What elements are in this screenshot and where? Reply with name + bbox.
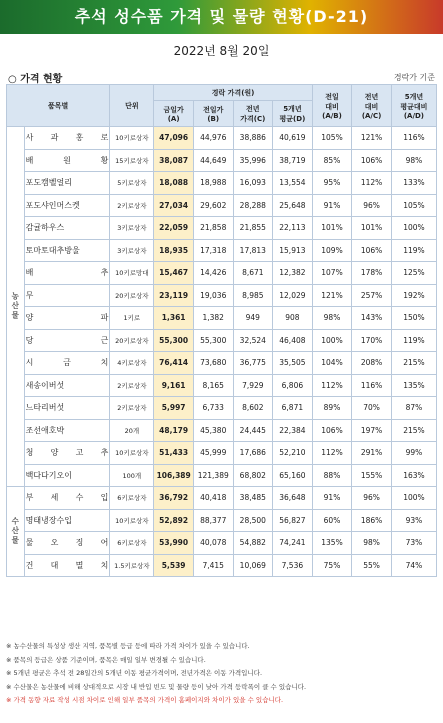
ratio-avg: 93% (391, 509, 436, 532)
price-avg5: 12,382 (273, 262, 313, 285)
price-last-year: 17,686 (233, 442, 273, 465)
price-prev: 45,999 (193, 442, 233, 465)
ratio-prev: 104% (312, 352, 352, 375)
ratio-prev: 89% (312, 397, 352, 420)
ratio-year: 116% (352, 374, 392, 397)
item-unit: 3키로상자 (110, 217, 154, 240)
price-avg5: 35,505 (273, 352, 313, 375)
price-avg5: 52,210 (273, 442, 313, 465)
price-last-year: 16,093 (233, 172, 273, 195)
price-avg5: 12,029 (273, 284, 313, 307)
price-avg5: 7,536 (273, 554, 313, 577)
item-unit: 20개 (110, 419, 154, 442)
ratio-prev: 91% (312, 487, 352, 510)
price-prev: 21,858 (193, 217, 233, 240)
ratio-prev: 85% (312, 149, 352, 172)
price-prev: 29,602 (193, 194, 233, 217)
table-row (7, 149, 437, 172)
price-today: 55,300 (154, 329, 194, 352)
page-title: 추석 성수품 가격 및 물량 현황(D-21) (74, 7, 369, 26)
ratio-prev: 121% (312, 284, 352, 307)
price-last-year: 68,802 (233, 464, 273, 487)
col-avg5: 5개년 평균(D) (273, 101, 313, 127)
item-name: 포도샤인머스켓 (24, 194, 110, 217)
ratio-avg: 98% (391, 149, 436, 172)
price-avg5: 22,113 (273, 217, 313, 240)
price-prev: 44,649 (193, 149, 233, 172)
price-today: 38,087 (154, 149, 194, 172)
item-unit: 3키로상자 (110, 239, 154, 262)
ratio-avg: 215% (391, 419, 436, 442)
price-last-year: 8,985 (233, 284, 273, 307)
table-row (7, 487, 437, 510)
ratio-avg: 87% (391, 397, 436, 420)
note: ※ 품목의 등급은 상품 기준이며, 품목은 매일 일부 변경될 수 있습니다. (6, 655, 206, 664)
item-name: 건 대 멸 치 (24, 554, 110, 577)
ratio-prev: 95% (312, 172, 352, 195)
ratio-year: 96% (352, 194, 392, 217)
price-last-year: 35,996 (233, 149, 273, 172)
ratio-prev: 88% (312, 464, 352, 487)
note-warning: ※ 가격 동향 자료 작성 시점 차이로 인해 일부 품목의 가격이 홈페이지와 차이가 있을 수 있습니다. (6, 696, 284, 704)
table-row (7, 442, 437, 465)
table-row (7, 464, 437, 487)
item-name: 부 세 수 입 (24, 487, 110, 510)
unit-note: 경락가 기준 (393, 73, 435, 82)
item-unit: 6키로상자 (110, 532, 154, 555)
item-unit: 2키로상자 (110, 397, 154, 420)
ratio-avg: 100% (391, 487, 436, 510)
col-ratio-year: 전년 대비 (A/C) (352, 85, 392, 127)
price-today: 1,361 (154, 307, 194, 330)
price-avg5: 6,871 (273, 397, 313, 420)
price-prev: 19,036 (193, 284, 233, 307)
price-today: 76,414 (154, 352, 194, 375)
item-name: 사 과 홍 로 (24, 127, 110, 150)
ratio-prev: 112% (312, 374, 352, 397)
ratio-prev: 107% (312, 262, 352, 285)
ratio-year: 291% (352, 442, 392, 465)
price-avg5: 56,827 (273, 509, 313, 532)
ratio-avg: 150% (391, 307, 436, 330)
price-today: 106,389 (154, 464, 194, 487)
table-row (7, 172, 437, 195)
ratio-avg: 105% (391, 194, 436, 217)
item-name: 양 파 (24, 307, 110, 330)
table-row (7, 554, 437, 577)
table-row (7, 239, 437, 262)
ratio-prev: 60% (312, 509, 352, 532)
item-unit: 20키로상자 (110, 329, 154, 352)
col-unit: 단위 (110, 85, 154, 127)
item-name: 새송이버섯 (24, 374, 110, 397)
ratio-year: 170% (352, 329, 392, 352)
price-prev: 44,976 (193, 127, 233, 150)
ratio-year: 208% (352, 352, 392, 375)
ratio-year: 106% (352, 149, 392, 172)
item-unit: 20키로상자 (110, 284, 154, 307)
table-row (7, 217, 437, 240)
price-last-year: 54,882 (233, 532, 273, 555)
price-last-year: 28,500 (233, 509, 273, 532)
item-unit: 5키로상자 (110, 172, 154, 195)
ratio-prev: 100% (312, 329, 352, 352)
price-last-year: 7,929 (233, 374, 273, 397)
price-today: 27,034 (154, 194, 194, 217)
category-marine: 수산물 (7, 487, 25, 577)
ratio-year: 197% (352, 419, 392, 442)
ratio-year: 55% (352, 554, 392, 577)
ratio-avg: 135% (391, 374, 436, 397)
item-name: 토마토대추방울 (24, 239, 110, 262)
item-name: 백다다기오이 (24, 464, 110, 487)
price-last-year: 21,855 (233, 217, 273, 240)
price-last-year: 36,775 (233, 352, 273, 375)
price-last-year: 32,524 (233, 329, 273, 352)
ratio-year: 257% (352, 284, 392, 307)
ratio-prev: 98% (312, 307, 352, 330)
ratio-year: 178% (352, 262, 392, 285)
price-prev: 14,426 (193, 262, 233, 285)
ratio-avg: 99% (391, 442, 436, 465)
ratio-year: 106% (352, 239, 392, 262)
table-row (7, 284, 437, 307)
item-unit: 6키로상자 (110, 487, 154, 510)
ratio-avg: 119% (391, 329, 436, 352)
price-prev: 7,415 (193, 554, 233, 577)
item-name: 감귤하우스 (24, 217, 110, 240)
note: ※ 농수산물의 특성상 생산 지역, 품목별 등급 등에 따라 가격 차이가 있을 수 있습니다. (6, 642, 250, 650)
ratio-year: 70% (352, 397, 392, 420)
price-today: 9,161 (154, 374, 194, 397)
price-avg5: 6,806 (273, 374, 313, 397)
ratio-year: 101% (352, 217, 392, 240)
price-last-year: 949 (233, 307, 273, 330)
ratio-prev: 105% (312, 127, 352, 150)
item-unit: 2키로상자 (110, 374, 154, 397)
item-name: 시 금 치 (24, 352, 110, 375)
table-row (7, 374, 437, 397)
price-avg5: 36,648 (273, 487, 313, 510)
ratio-year: 98% (352, 532, 392, 555)
ratio-avg: 125% (391, 262, 436, 285)
table-row (7, 509, 437, 532)
item-name: 배 추 (24, 262, 110, 285)
note: ※ 수산물은 농산물에 비해 상대적으로 시장 내 반입 빈도 및 물량 등이 낮아 가격 등락폭이 클 수 있습니다. (6, 682, 307, 691)
price-prev: 45,380 (193, 419, 233, 442)
price-prev: 18,988 (193, 172, 233, 195)
price-today: 18,088 (154, 172, 194, 195)
price-avg5: 25,648 (273, 194, 313, 217)
ratio-avg: 74% (391, 554, 436, 577)
item-unit: 10키로상자 (110, 509, 154, 532)
item-unit: 4키로상자 (110, 352, 154, 375)
price-today: 47,096 (154, 127, 194, 150)
price-avg5: 40,619 (273, 127, 313, 150)
ratio-prev: 109% (312, 239, 352, 262)
ratio-avg: 119% (391, 239, 436, 262)
item-name: 배 원 황 (24, 149, 110, 172)
table-row (7, 352, 437, 375)
price-last-year: 28,288 (233, 194, 273, 217)
price-last-year: 17,813 (233, 239, 273, 262)
item-unit: 10키로망대 (110, 262, 154, 285)
ratio-prev: 112% (312, 442, 352, 465)
item-unit: 1키로 (110, 307, 154, 330)
price-last-year: 38,485 (233, 487, 273, 510)
price-prev: 1,382 (193, 307, 233, 330)
price-prev: 40,078 (193, 532, 233, 555)
price-today: 36,792 (154, 487, 194, 510)
price-prev: 88,377 (193, 509, 233, 532)
price-today: 48,179 (154, 419, 194, 442)
ratio-avg: 116% (391, 127, 436, 150)
price-last-year: 38,886 (233, 127, 273, 150)
price-prev: 17,318 (193, 239, 233, 262)
price-avg5: 15,913 (273, 239, 313, 262)
col-item: 품목별 (7, 85, 110, 127)
col-price-group: 경락 가격(원) (154, 85, 312, 101)
item-name: 포도캠벨얼리 (24, 172, 110, 195)
item-unit: 100개 (110, 464, 154, 487)
ratio-avg: 192% (391, 284, 436, 307)
item-name: 당 근 (24, 329, 110, 352)
price-prev: 73,680 (193, 352, 233, 375)
table-row (7, 532, 437, 555)
price-prev: 121,389 (193, 464, 233, 487)
col-ratio-avg: 5개년 평균대비 (A/D) (391, 85, 436, 127)
table-row (7, 419, 437, 442)
item-name: 무 (24, 284, 110, 307)
col-prev: 전일가 (B) (193, 101, 233, 127)
price-avg5: 22,384 (273, 419, 313, 442)
ratio-avg: 215% (391, 352, 436, 375)
item-name: 물 오 징 어 (24, 532, 110, 555)
item-unit: 15키로상자 (110, 149, 154, 172)
price-today: 22,059 (154, 217, 194, 240)
ratio-year: 155% (352, 464, 392, 487)
item-name: 명태냉장수입 (24, 509, 110, 532)
price-prev: 8,165 (193, 374, 233, 397)
ratio-year: 143% (352, 307, 392, 330)
note: ※ 5개년 평균은 추석 전 28일간의 5개년 이동 평균가격이며, 전년가격은 이동 가격입니다. (6, 669, 263, 677)
ratio-prev: 135% (312, 532, 352, 555)
table-row (7, 307, 437, 330)
ratio-avg: 163% (391, 464, 436, 487)
ratio-prev: 91% (312, 194, 352, 217)
price-avg5: 46,408 (273, 329, 313, 352)
price-last-year: 24,445 (233, 419, 273, 442)
item-name: 청 양 고 추 (24, 442, 110, 465)
price-last-year: 10,069 (233, 554, 273, 577)
price-avg5: 908 (273, 307, 313, 330)
item-unit: 2키로상자 (110, 194, 154, 217)
price-today: 52,892 (154, 509, 194, 532)
price-today: 23,119 (154, 284, 194, 307)
table-row (7, 329, 437, 352)
table-row (7, 262, 437, 285)
price-table (6, 84, 437, 577)
price-prev: 40,418 (193, 487, 233, 510)
ratio-prev: 101% (312, 217, 352, 240)
table-row (7, 397, 437, 420)
price-avg5: 38,719 (273, 149, 313, 172)
price-last-year: 8,671 (233, 262, 273, 285)
category-agri: 농산물 (7, 127, 25, 487)
ratio-avg: 73% (391, 532, 436, 555)
price-today: 5,539 (154, 554, 194, 577)
price-prev: 55,300 (193, 329, 233, 352)
price-today: 15,467 (154, 262, 194, 285)
ratio-year: 96% (352, 487, 392, 510)
price-avg5: 74,241 (273, 532, 313, 555)
price-today: 18,935 (154, 239, 194, 262)
ratio-avg: 100% (391, 217, 436, 240)
item-unit: 1.5키로상자 (110, 554, 154, 577)
price-avg5: 65,160 (273, 464, 313, 487)
ratio-year: 112% (352, 172, 392, 195)
col-cur: 금일가 (A) (154, 101, 194, 127)
ratio-prev: 106% (312, 419, 352, 442)
price-last-year: 8,602 (233, 397, 273, 420)
ratio-prev: 75% (312, 554, 352, 577)
col-last-year: 전년 가격(C) (233, 101, 273, 127)
table-row (7, 127, 437, 150)
item-unit: 10키로상자 (110, 442, 154, 465)
item-unit: 10키로상자 (110, 127, 154, 150)
price-avg5: 13,554 (273, 172, 313, 195)
footnotes (6, 640, 437, 708)
table-row (7, 194, 437, 217)
price-today: 53,990 (154, 532, 194, 555)
price-today: 5,997 (154, 397, 194, 420)
col-ratio-prev: 전일 대비 (A/B) (312, 85, 352, 127)
ratio-avg: 133% (391, 172, 436, 195)
item-name: 조선애호박 (24, 419, 110, 442)
ratio-year: 121% (352, 127, 392, 150)
section-heading: ○ 가격 현황 (8, 74, 63, 85)
price-today: 51,433 (154, 442, 194, 465)
ratio-year: 186% (352, 509, 392, 532)
price-prev: 6,733 (193, 397, 233, 420)
item-name: 느타리버섯 (24, 397, 110, 420)
report-date: 2022년 8월 20일 (173, 44, 270, 58)
